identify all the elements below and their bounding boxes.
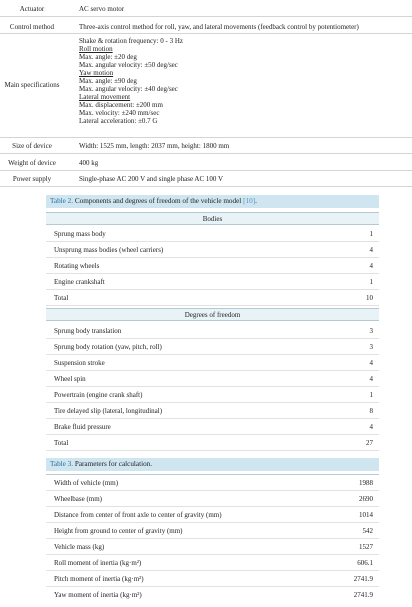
row-name: Height from ground to center of gravity (mm) [54,527,183,535]
caption-text: Parameters for calculation. [73,460,153,468]
table2-caption [46,195,379,208]
spec-line: Max. angle: ±20 deg [79,53,137,61]
row-name: Total [54,439,69,447]
row-name: Tire delayed slip (lateral, longitudinal) [54,407,163,415]
table-row [46,242,379,258]
spec-label: Power supply [12,175,52,183]
spec-line: Max. angle: ±90 deg [79,77,137,85]
row-value: 1988 [359,479,373,487]
row-value: 10 [366,294,373,302]
spec-value: 400 kg [79,159,99,167]
row-name: Roll moment of inertia (kg·m²) [54,559,142,567]
spec-subheading: Yaw motion [79,69,114,77]
row-value: 8 [369,407,373,415]
row-value: 606.1 [357,559,373,567]
row-value: 1527 [359,543,373,551]
table-row [46,339,379,355]
spec-line: Shake & rotation frequency: 0 - 3 Hz [79,37,183,45]
table-row-total [46,290,379,306]
table-row [46,571,379,587]
spec-value: Three-axis control method for roll, yaw, and lateral movements (feedback control by potentiometer) [79,23,359,31]
row-name: Width of vehicle (mm) [54,479,119,487]
row-name: Brake fluid pressure [54,423,111,431]
table-row [46,475,379,491]
spec-label: Actuator [19,5,45,13]
caption-number: Table 3. [50,460,74,468]
row-value: 4 [369,262,373,270]
row-value: 1 [369,391,373,399]
table-row [46,419,379,435]
section-header-bodies: Bodies [46,212,379,225]
row-value: 542 [362,527,373,535]
spec-row-main-specifications [0,34,412,138]
row-value: 27 [366,439,373,447]
spec-line: Lateral acceleration: ±0.7 G [79,117,158,125]
row-name: Distance from center of front axle to center of gravity (mm) [54,511,222,519]
table-row [46,491,379,507]
row-name: Sprung body translation [54,327,122,335]
table-row [46,523,379,539]
spec-subheading: Lateral movement [79,93,131,101]
spec-row-power [0,171,412,187]
spec-label: Weight of device [8,159,56,167]
row-name: Powertrain (engine crank shaft) [54,391,143,399]
spec-line: Max. displacement: ±200 mm [79,101,163,109]
spec-value: AC servo motor [79,5,125,13]
table-row [46,371,379,387]
row-name: Wheelbase (mm) [54,495,103,503]
row-name: Suspension stroke [54,359,105,367]
row-value: 4 [369,375,373,383]
spec-line: Max. angular velocity: ±40 deg/sec [79,85,178,93]
table-row [46,226,379,242]
table-row [46,274,379,290]
row-name: Sprung body rotation (yaw, pitch, roll) [54,343,162,351]
caption-text: Components and degrees of freedom of the vehicle model [73,197,244,205]
table3-caption [46,458,379,471]
table-row-total [46,435,379,451]
table-row [46,403,379,419]
caption-end: . [255,197,257,205]
section-header-dof: Degrees of freedom [46,308,379,321]
row-value: 3 [369,343,373,351]
citation-link[interactable]: [10] [243,197,256,205]
spec-row-size [0,138,412,154]
row-value: 1 [369,230,373,238]
row-value: 2741.9 [353,591,373,599]
row-name: Vehicle mass (kg) [54,543,105,551]
table-row [46,355,379,371]
spec-label: Control method [9,23,55,31]
table-row [46,387,379,403]
spec-label: Main specifications [4,81,60,89]
row-value: 4 [369,423,373,431]
spec-subheading: Roll motion [79,45,113,53]
spec-value: Width: 1525 mm, length: 2037 mm, height: 1800 mm [79,142,230,150]
spec-label: Size of device [12,142,52,150]
table-row [46,587,379,603]
row-value: 2741.9 [353,575,373,583]
table-row [46,258,379,274]
row-value: 4 [369,246,373,254]
row-name: Engine crankshaft [54,278,105,286]
row-name: Pitch moment of inertia (kg·m²) [54,575,144,583]
row-name: Wheel spin [54,375,86,383]
table-row [46,507,379,523]
spec-value-block [79,37,409,125]
spec-value: Single-phase AC 200 V and single phase AC 100 V [79,175,224,183]
table-row [46,323,379,339]
row-name: Total [54,294,69,302]
row-name: Rotating wheels [54,262,100,270]
row-value: 1014 [359,511,373,519]
spec-row-actuator [0,0,412,17]
table-row [46,539,379,555]
row-name: Unsprung mass bodies (wheel carriers) [54,246,164,254]
row-value: 4 [369,359,373,367]
spec-line: Max. velocity: ±240 mm/sec [79,109,160,117]
spec-line: Max. angular velocity: ±50 deg/sec [79,61,178,69]
caption-number: Table 2. [50,197,74,205]
spec-row-weight [0,154,412,171]
table-row [46,555,379,571]
row-value: 3 [369,327,373,335]
row-name: Yaw moment of inertia (kg·m²) [54,591,142,599]
row-name: Sprung mass body [54,230,106,238]
spec-row-control-method [0,17,412,34]
row-value: 2690 [359,495,373,503]
row-value: 1 [369,278,373,286]
